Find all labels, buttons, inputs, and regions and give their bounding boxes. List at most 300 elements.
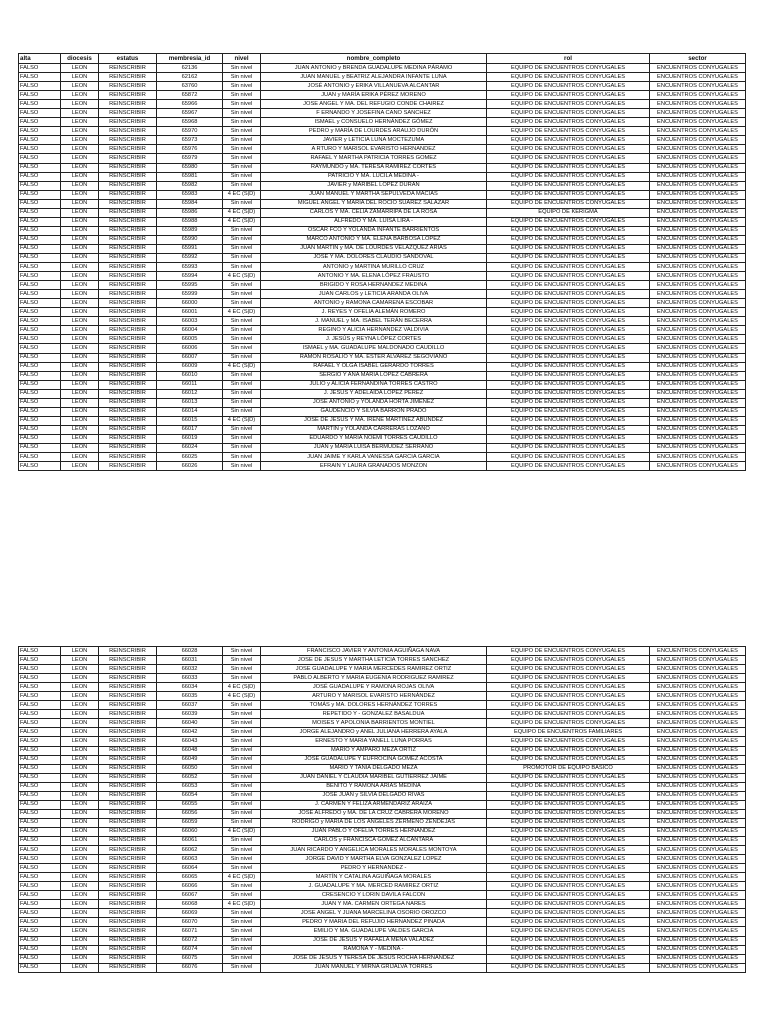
cell-sector[interactable]: ENCUENTROS CONYUGALES (650, 927, 746, 936)
cell-alta[interactable]: FALSO (19, 800, 61, 809)
cell-rol[interactable]: EQUIPO DE ENCUENTROS CONYUGALES (487, 263, 650, 272)
cell-estatus[interactable]: REINSCRIBIR (99, 674, 157, 683)
cell-alta[interactable]: FALSO (19, 362, 61, 371)
cell-alta[interactable]: FALSO (19, 900, 61, 909)
cell-estatus[interactable]: REINSCRIBIR (99, 371, 157, 380)
cell-nivel[interactable]: Sin nivel (223, 281, 261, 290)
cell-alta[interactable]: FALSO (19, 263, 61, 272)
cell-alta[interactable]: FALSO (19, 728, 61, 737)
cell-sector[interactable]: ENCUENTROS CONYUGALES (650, 73, 746, 82)
cell-membresia-id[interactable]: 66040 (157, 719, 223, 728)
cell-diocesis[interactable]: LEON (61, 647, 99, 656)
cell-alta[interactable]: FALSO (19, 127, 61, 136)
cell-diocesis[interactable]: LEON (61, 326, 99, 335)
cell-alta[interactable]: FALSO (19, 791, 61, 800)
cell-diocesis[interactable]: LEON (61, 728, 99, 737)
cell-alta[interactable]: FALSO (19, 389, 61, 398)
cell-membresia-id[interactable]: 65995 (157, 281, 223, 290)
cell-estatus[interactable]: REINSCRIBIR (99, 827, 157, 836)
cell-rol[interactable]: EQUIPO DE ENCUENTROS CONYUGALES (487, 253, 650, 262)
cell-estatus[interactable]: REINSCRIBIR (99, 927, 157, 936)
cell-rol[interactable]: EQUIPO DE ENCUENTROS CONYUGALES (487, 692, 650, 701)
cell-nombre-completo[interactable]: JOSE ANGEL Y JUANA MARCELINA OSORIO OROZCO (261, 909, 487, 918)
cell-nivel[interactable]: Sin nivel (223, 855, 261, 864)
cell-nombre-completo[interactable]: MARCO ANTONIO Y MA. ELENA BARBOSA LOPEZ (261, 235, 487, 244)
cell-rol[interactable]: EQUIPO DE ENCUENTROS CONYUGALES (487, 226, 650, 235)
cell-membresia-id[interactable]: 65990 (157, 235, 223, 244)
cell-membresia-id[interactable]: 66048 (157, 746, 223, 755)
cell-diocesis[interactable]: LEON (61, 782, 99, 791)
cell-sector[interactable]: ENCUENTROS CONYUGALES (650, 882, 746, 891)
cell-alta[interactable]: FALSO (19, 326, 61, 335)
cell-sector[interactable]: ENCUENTROS CONYUGALES (650, 317, 746, 326)
cell-nivel[interactable]: Sin nivel (223, 253, 261, 262)
cell-alta[interactable]: FALSO (19, 954, 61, 963)
cell-rol[interactable]: EQUIPO DE ENCUENTROS CONYUGALES (487, 701, 650, 710)
cell-sector[interactable]: ENCUENTROS CONYUGALES (650, 864, 746, 873)
cell-sector[interactable]: ENCUENTROS CONYUGALES (650, 344, 746, 353)
cell-nivel[interactable]: Sin nivel (223, 136, 261, 145)
cell-rol[interactable]: EQUIPO DE ENCUENTROS CONYUGALES (487, 371, 650, 380)
cell-sector[interactable]: ENCUENTROS CONYUGALES (650, 335, 746, 344)
cell-membresia-id[interactable]: 66034 (157, 683, 223, 692)
cell-diocesis[interactable]: LEON (61, 308, 99, 317)
cell-alta[interactable]: FALSO (19, 809, 61, 818)
cell-rol[interactable]: EQUIPO DE ENCUENTROS CONYUGALES (487, 927, 650, 936)
cell-rol[interactable]: EQUIPO DE ENCUENTROS CONYUGALES (487, 326, 650, 335)
cell-sector[interactable]: ENCUENTROS CONYUGALES (650, 936, 746, 945)
cell-nivel[interactable]: 4 EC (S|D) (223, 208, 261, 217)
cell-nivel[interactable]: Sin nivel (223, 647, 261, 656)
cell-sector[interactable]: ENCUENTROS CONYUGALES (650, 900, 746, 909)
cell-estatus[interactable]: REINSCRIBIR (99, 864, 157, 873)
cell-membresia-id[interactable]: 66054 (157, 791, 223, 800)
cell-sector[interactable]: ENCUENTROS CONYUGALES (650, 836, 746, 845)
cell-diocesis[interactable]: LEON (61, 900, 99, 909)
cell-nombre-completo[interactable]: JOSÉ ANTONIO y ERIKA VILLANUEVA ALCANTAR (261, 82, 487, 91)
cell-nombre-completo[interactable]: JUAN DANIEL Y CLAUDIA MARIBEL GUTIERREZ JAIME (261, 773, 487, 782)
cell-estatus[interactable]: REINSCRIBIR (99, 208, 157, 217)
cell-alta[interactable]: FALSO (19, 199, 61, 208)
cell-estatus[interactable]: REINSCRIBIR (99, 728, 157, 737)
cell-alta[interactable]: FALSO (19, 836, 61, 845)
cell-nombre-completo[interactable]: JAVIER y LETICIA LUNA MOCTEZUMA (261, 136, 487, 145)
cell-estatus[interactable]: REINSCRIBIR (99, 434, 157, 443)
cell-rol[interactable]: EQUIPO DE ENCUENTROS CONYUGALES (487, 836, 650, 845)
cell-diocesis[interactable]: LEON (61, 244, 99, 253)
cell-nombre-completo[interactable]: ANTONIO y MARTINA MURILLO CRUZ (261, 263, 487, 272)
cell-diocesis[interactable]: LEON (61, 453, 99, 462)
cell-nombre-completo[interactable]: JOSE GUADALUPE Y MARIA MERCEDES RAMIREZ ORTIZ (261, 665, 487, 674)
cell-diocesis[interactable]: LEON (61, 963, 99, 972)
cell-estatus[interactable]: REINSCRIBIR (99, 846, 157, 855)
cell-nombre-completo[interactable]: JUAN MANUEL y BEATRIZ ALEJANDRA INFANTE LUNA (261, 73, 487, 82)
cell-nivel[interactable]: Sin nivel (223, 407, 261, 416)
cell-diocesis[interactable]: LEON (61, 64, 99, 73)
cell-membresia-id[interactable]: 66028 (157, 647, 223, 656)
cell-estatus[interactable]: REINSCRIBIR (99, 281, 157, 290)
cell-rol[interactable]: EQUIPO DE ENCUENTROS CONYUGALES (487, 380, 650, 389)
cell-diocesis[interactable]: LEON (61, 918, 99, 927)
cell-diocesis[interactable]: LEON (61, 253, 99, 262)
cell-sector[interactable]: ENCUENTROS CONYUGALES (650, 308, 746, 317)
cell-nivel[interactable]: Sin nivel (223, 864, 261, 873)
cell-membresia-id[interactable]: 66000 (157, 299, 223, 308)
cell-sector[interactable]: ENCUENTROS CONYUGALES (650, 855, 746, 864)
cell-nombre-completo[interactable]: JOSE DE JESUS Y RAFAELA MENA VALADEZ (261, 936, 487, 945)
cell-sector[interactable]: ENCUENTROS CONYUGALES (650, 154, 746, 163)
cell-nombre-completo[interactable]: PEDRO Y MARIA DEL REFUJIO HERNANDEZ PINADA (261, 918, 487, 927)
cell-nivel[interactable]: Sin nivel (223, 782, 261, 791)
column-header-membresia-id[interactable]: membresia_id (157, 54, 223, 64)
cell-diocesis[interactable]: LEON (61, 683, 99, 692)
cell-alta[interactable]: FALSO (19, 674, 61, 683)
cell-nivel[interactable]: Sin nivel (223, 235, 261, 244)
cell-rol[interactable]: EQUIPO DE ENCUENTROS CONYUGALES (487, 145, 650, 154)
cell-nombre-completo[interactable]: EDUARDO Y MARIA NOEMI TORRES CAUDILLO (261, 434, 487, 443)
cell-membresia-id[interactable]: 65994 (157, 272, 223, 281)
cell-diocesis[interactable]: LEON (61, 335, 99, 344)
cell-diocesis[interactable]: LEON (61, 954, 99, 963)
cell-rol[interactable]: EQUIPO DE ENCUENTROS CONYUGALES (487, 73, 650, 82)
cell-nombre-completo[interactable]: J. MANUEL y MA. ISABEL TERÁN BECERRA (261, 317, 487, 326)
cell-estatus[interactable]: REINSCRIBIR (99, 317, 157, 326)
cell-nivel[interactable]: 4 EC (S|D) (223, 683, 261, 692)
cell-estatus[interactable]: REINSCRIBIR (99, 145, 157, 154)
cell-sector[interactable]: ENCUENTROS CONYUGALES (650, 208, 746, 217)
cell-nivel[interactable]: 4 EC (S|D) (223, 308, 261, 317)
cell-nombre-completo[interactable]: RAFAEL Y MARTHA PATRICIA TORRES GOMEZ (261, 154, 487, 163)
cell-nombre-completo[interactable]: JULIO y ALICIA FERNANDINA TORRES CASTRO (261, 380, 487, 389)
cell-nombre-completo[interactable]: JORGE ALEJANDRO y ANEL JULIANA HERRERA AYALA (261, 728, 487, 737)
cell-sector[interactable]: ENCUENTROS CONYUGALES (650, 773, 746, 782)
cell-sector[interactable]: ENCUENTROS CONYUGALES (650, 846, 746, 855)
cell-nombre-completo[interactable]: RAMON ROSALIO Y MA. ESTER ALVAREZ SEGOVIANO (261, 353, 487, 362)
cell-rol[interactable]: EQUIPO DE ENCUENTROS CONYUGALES (487, 217, 650, 226)
cell-alta[interactable]: FALSO (19, 773, 61, 782)
cell-nivel[interactable]: 4 EC (S|D) (223, 900, 261, 909)
cell-membresia-id[interactable]: 66032 (157, 665, 223, 674)
cell-nivel[interactable]: Sin nivel (223, 154, 261, 163)
cell-alta[interactable]: FALSO (19, 190, 61, 199)
cell-membresia-id[interactable]: 65983 (157, 190, 223, 199)
cell-alta[interactable]: FALSO (19, 945, 61, 954)
cell-rol[interactable]: EQUIPO DE ENCUENTROS CONYUGALES (487, 710, 650, 719)
cell-diocesis[interactable]: LEON (61, 353, 99, 362)
cell-nombre-completo[interactable]: RAYMUNDO y MA. TERESA RAMÍREZ CORTES (261, 163, 487, 172)
cell-sector[interactable]: ENCUENTROS CONYUGALES (650, 818, 746, 827)
cell-nombre-completo[interactable]: MARTÍN y YOLANDA CARRERAS LOZANO (261, 425, 487, 434)
cell-sector[interactable]: ENCUENTROS CONYUGALES (650, 746, 746, 755)
cell-rol[interactable]: EQUIPO DE ENCUENTROS CONYUGALES (487, 855, 650, 864)
cell-sector[interactable]: ENCUENTROS CONYUGALES (650, 737, 746, 746)
cell-estatus[interactable]: REINSCRIBIR (99, 909, 157, 918)
cell-membresia-id[interactable]: 66013 (157, 398, 223, 407)
cell-nivel[interactable]: Sin nivel (223, 882, 261, 891)
cell-diocesis[interactable]: LEON (61, 163, 99, 172)
cell-nivel[interactable]: Sin nivel (223, 755, 261, 764)
cell-estatus[interactable]: REINSCRIBIR (99, 746, 157, 755)
cell-alta[interactable]: FALSO (19, 154, 61, 163)
cell-diocesis[interactable]: LEON (61, 882, 99, 891)
cell-nombre-completo[interactable]: GAUDENCIO Y SILVIA BARRON PRADO (261, 407, 487, 416)
cell-nivel[interactable]: Sin nivel (223, 927, 261, 936)
cell-estatus[interactable]: REINSCRIBIR (99, 109, 157, 118)
cell-membresia-id[interactable]: 65993 (157, 263, 223, 272)
cell-rol[interactable]: EQUIPO DE ENCUENTROS CONYUGALES (487, 918, 650, 927)
column-header-alta[interactable]: alta (19, 54, 61, 64)
cell-alta[interactable]: FALSO (19, 226, 61, 235)
cell-sector[interactable]: ENCUENTROS CONYUGALES (650, 918, 746, 927)
cell-diocesis[interactable]: LEON (61, 864, 99, 873)
cell-nombre-completo[interactable]: J. GUADALUPE Y MA. MERCED RAMIREZ ORTIZ (261, 882, 487, 891)
cell-membresia-id[interactable]: 66075 (157, 954, 223, 963)
cell-nombre-completo[interactable]: JOSE ANGEL Y MA. DEL REFUGIO CONDE CHAIREZ (261, 100, 487, 109)
cell-estatus[interactable]: REINSCRIBIR (99, 701, 157, 710)
cell-nombre-completo[interactable]: CARLOS Y MA. CELIA ZAMARRIPA DE LA ROSA (261, 208, 487, 217)
cell-estatus[interactable]: REINSCRIBIR (99, 136, 157, 145)
cell-estatus[interactable]: REINSCRIBIR (99, 272, 157, 281)
cell-sector[interactable]: ENCUENTROS CONYUGALES (650, 244, 746, 253)
cell-membresia-id[interactable]: 65980 (157, 163, 223, 172)
cell-rol[interactable]: EQUIPO DE ENCUENTROS CONYUGALES (487, 244, 650, 253)
cell-alta[interactable]: FALSO (19, 253, 61, 262)
cell-estatus[interactable]: REINSCRIBIR (99, 335, 157, 344)
cell-alta[interactable]: FALSO (19, 719, 61, 728)
cell-nombre-completo[interactable]: JAVIER y MARIBEL LÓPEZ DURÁN (261, 181, 487, 190)
cell-nivel[interactable]: Sin nivel (223, 299, 261, 308)
cell-membresia-id[interactable]: 66043 (157, 737, 223, 746)
cell-rol[interactable]: EQUIPO DE ENCUENTROS CONYUGALES (487, 344, 650, 353)
cell-rol[interactable]: EQUIPO DE ENCUENTROS CONYUGALES (487, 746, 650, 755)
cell-estatus[interactable]: REINSCRIBIR (99, 127, 157, 136)
column-header-sector[interactable]: sector (650, 54, 746, 64)
cell-membresia-id[interactable]: 66076 (157, 963, 223, 972)
cell-nivel[interactable]: Sin nivel (223, 918, 261, 927)
cell-estatus[interactable]: REINSCRIBIR (99, 118, 157, 127)
cell-diocesis[interactable]: LEON (61, 389, 99, 398)
cell-diocesis[interactable]: LEON (61, 109, 99, 118)
cell-nivel[interactable]: Sin nivel (223, 100, 261, 109)
cell-nombre-completo[interactable]: FRANCISCO JAVIER Y ANTONIA AGUIÑAGA NAVA (261, 647, 487, 656)
cell-diocesis[interactable]: LEON (61, 719, 99, 728)
cell-membresia-id[interactable]: 66065 (157, 873, 223, 882)
cell-diocesis[interactable]: LEON (61, 226, 99, 235)
cell-estatus[interactable]: REINSCRIBIR (99, 647, 157, 656)
cell-nombre-completo[interactable]: MARTÍN Y CATALINA AGUIÑAGA MORALES (261, 873, 487, 882)
cell-membresia-id[interactable]: 66003 (157, 317, 223, 326)
cell-sector[interactable]: ENCUENTROS CONYUGALES (650, 674, 746, 683)
cell-rol[interactable]: EQUIPO DE ENCUENTROS CONYUGALES (487, 737, 650, 746)
cell-nivel[interactable]: 4 EC (S|D) (223, 416, 261, 425)
cell-rol[interactable]: EQUIPO DE ENCUENTROS CONYUGALES (487, 846, 650, 855)
cell-rol[interactable]: EQUIPO DE ENCUENTROS CONYUGALES (487, 299, 650, 308)
cell-nivel[interactable]: Sin nivel (223, 226, 261, 235)
cell-nombre-completo[interactable]: JUAN ANTONIO y BRENDA GUADALUPE MEDINA PÁRAMO (261, 64, 487, 73)
cell-estatus[interactable]: REINSCRIBIR (99, 737, 157, 746)
cell-nombre-completo[interactable]: JOSÉ GUADALUPE Y RAMONA ROJAS OLIVA (261, 683, 487, 692)
cell-nombre-completo[interactable]: CARLOS y FRANCISCA GÓMEZ ALCANTARA (261, 836, 487, 845)
cell-membresia-id[interactable]: 66071 (157, 927, 223, 936)
cell-nivel[interactable]: Sin nivel (223, 701, 261, 710)
cell-sector[interactable]: ENCUENTROS CONYUGALES (650, 647, 746, 656)
cell-rol[interactable]: EQUIPO DE ENCUENTROS CONYUGALES (487, 91, 650, 100)
cell-diocesis[interactable]: LEON (61, 281, 99, 290)
cell-nombre-completo[interactable]: PABLO ALBERTO Y MARIA EUGENIA RODRIGUEZ RAMIREZ (261, 674, 487, 683)
cell-nombre-completo[interactable]: JOSE Y MA. DOLORES CLAUDIO SANDOVAL (261, 253, 487, 262)
cell-alta[interactable]: FALSO (19, 163, 61, 172)
cell-diocesis[interactable]: LEON (61, 362, 99, 371)
cell-rol[interactable]: EQUIPO DE ENCUENTROS CONYUGALES (487, 443, 650, 452)
cell-diocesis[interactable]: LEON (61, 127, 99, 136)
cell-diocesis[interactable]: LEON (61, 737, 99, 746)
cell-diocesis[interactable]: LEON (61, 873, 99, 882)
cell-estatus[interactable]: REINSCRIBIR (99, 244, 157, 253)
cell-rol[interactable]: EQUIPO DE ENCUENTROS CONYUGALES (487, 674, 650, 683)
cell-diocesis[interactable]: LEON (61, 710, 99, 719)
cell-diocesis[interactable]: LEON (61, 656, 99, 665)
cell-nombre-completo[interactable]: JUAN y MARÍA ERIKA PÉREZ MORENO (261, 91, 487, 100)
cell-sector[interactable]: ENCUENTROS CONYUGALES (650, 145, 746, 154)
cell-diocesis[interactable]: LEON (61, 909, 99, 918)
cell-diocesis[interactable]: LEON (61, 235, 99, 244)
cell-rol[interactable]: EQUIPO DE ENCUENTROS CONYUGALES (487, 782, 650, 791)
cell-nombre-completo[interactable]: PATRICIO Y MA. LUCILA MEDINA - (261, 172, 487, 181)
cell-nivel[interactable]: 4 EC (S|D) (223, 190, 261, 199)
cell-nivel[interactable]: Sin nivel (223, 936, 261, 945)
cell-estatus[interactable]: REINSCRIBIR (99, 773, 157, 782)
cell-estatus[interactable]: REINSCRIBIR (99, 235, 157, 244)
cell-rol[interactable]: EQUIPO DE ENCUENTROS CONYUGALES (487, 82, 650, 91)
cell-rol[interactable]: EQUIPO DE ENCUENTROS CONYUGALES (487, 127, 650, 136)
cell-sector[interactable]: ENCUENTROS CONYUGALES (650, 665, 746, 674)
cell-nivel[interactable]: Sin nivel (223, 199, 261, 208)
cell-nivel[interactable]: Sin nivel (223, 434, 261, 443)
cell-nombre-completo[interactable]: ERNESTO Y MARIA YANELL LUNA PORRAS (261, 737, 487, 746)
cell-nivel[interactable]: Sin nivel (223, 389, 261, 398)
cell-nombre-completo[interactable]: JUAN PABLO Y OFELIA TORRES HERNÁNDEZ (261, 827, 487, 836)
cell-nivel[interactable]: Sin nivel (223, 353, 261, 362)
cell-nombre-completo[interactable]: ALFREDO Y MA. LUISA LIRA - (261, 217, 487, 226)
cell-membresia-id[interactable]: 66009 (157, 362, 223, 371)
cell-rol[interactable]: EQUIPO DE ENCUENTROS CONYUGALES (487, 235, 650, 244)
cell-alta[interactable]: FALSO (19, 235, 61, 244)
cell-nivel[interactable]: Sin nivel (223, 244, 261, 253)
cell-estatus[interactable]: REINSCRIBIR (99, 100, 157, 109)
cell-nivel[interactable]: Sin nivel (223, 773, 261, 782)
cell-membresia-id[interactable]: 66010 (157, 371, 223, 380)
cell-alta[interactable]: FALSO (19, 172, 61, 181)
cell-alta[interactable]: FALSO (19, 737, 61, 746)
cell-nivel[interactable]: Sin nivel (223, 800, 261, 809)
cell-rol[interactable]: EQUIPO DE ENCUENTROS CONYUGALES (487, 163, 650, 172)
cell-rol[interactable]: EQUIPO DE ENCUENTROS CONYUGALES (487, 362, 650, 371)
cell-sector[interactable]: ENCUENTROS CONYUGALES (650, 782, 746, 791)
cell-diocesis[interactable]: LEON (61, 317, 99, 326)
column-header-diocesis[interactable]: diocesis (61, 54, 99, 64)
cell-nivel[interactable]: Sin nivel (223, 127, 261, 136)
cell-estatus[interactable]: REINSCRIBIR (99, 918, 157, 927)
cell-diocesis[interactable]: LEON (61, 82, 99, 91)
cell-membresia-id[interactable]: 66052 (157, 773, 223, 782)
cell-rol[interactable]: EQUIPO DE ENCUENTROS CONYUGALES (487, 416, 650, 425)
cell-diocesis[interactable]: LEON (61, 746, 99, 755)
cell-sector[interactable]: ENCUENTROS CONYUGALES (650, 755, 746, 764)
cell-nombre-completo[interactable]: JOSÉ ANTONIO y YOLANDA HORTA JIMÉNEZ (261, 398, 487, 407)
cell-membresia-id[interactable]: 66033 (157, 674, 223, 683)
cell-rol[interactable]: EQUIPO DE ENCUENTROS CONYUGALES (487, 963, 650, 972)
cell-sector[interactable]: ENCUENTROS CONYUGALES (650, 253, 746, 262)
cell-estatus[interactable]: REINSCRIBIR (99, 353, 157, 362)
column-header-rol[interactable]: rol (487, 54, 650, 64)
cell-membresia-id[interactable]: 66006 (157, 344, 223, 353)
cell-nivel[interactable]: Sin nivel (223, 163, 261, 172)
cell-rol[interactable]: EQUIPO DE ENCUENTROS CONYUGALES (487, 389, 650, 398)
cell-nivel[interactable]: 4 EC (S|D) (223, 827, 261, 836)
cell-nivel[interactable]: Sin nivel (223, 963, 261, 972)
cell-rol[interactable]: EQUIPO DE ENCUENTROS CONYUGALES (487, 719, 650, 728)
cell-sector[interactable]: ENCUENTROS CONYUGALES (650, 683, 746, 692)
cell-rol[interactable]: EQUIPO DE ENCUENTROS CONYUGALES (487, 199, 650, 208)
cell-rol[interactable]: EQUIPO DE ENCUENTROS CONYUGALES (487, 755, 650, 764)
cell-alta[interactable]: FALSO (19, 434, 61, 443)
cell-membresia-id[interactable]: 66070 (157, 918, 223, 927)
cell-estatus[interactable]: REINSCRIBIR (99, 290, 157, 299)
cell-rol[interactable]: EQUIPO DE ENCUENTROS CONYUGALES (487, 882, 650, 891)
cell-sector[interactable]: ENCUENTROS CONYUGALES (650, 434, 746, 443)
cell-estatus[interactable]: REINSCRIBIR (99, 764, 157, 773)
cell-sector[interactable]: ENCUENTROS CONYUGALES (650, 791, 746, 800)
cell-alta[interactable]: FALSO (19, 963, 61, 972)
cell-alta[interactable]: FALSO (19, 746, 61, 755)
cell-estatus[interactable]: REINSCRIBIR (99, 407, 157, 416)
cell-alta[interactable]: FALSO (19, 82, 61, 91)
cell-nombre-completo[interactable]: JUAN MARTIN y MA. DE LOURDES VELÁZQUEZ ARIAS (261, 244, 487, 253)
cell-membresia-id[interactable]: 66039 (157, 710, 223, 719)
cell-alta[interactable]: FALSO (19, 407, 61, 416)
cell-rol[interactable]: EQUIPO DE ENCUENTROS CONYUGALES (487, 462, 650, 471)
cell-diocesis[interactable]: LEON (61, 118, 99, 127)
cell-nivel[interactable]: Sin nivel (223, 891, 261, 900)
cell-sector[interactable]: ENCUENTROS CONYUGALES (650, 827, 746, 836)
cell-rol[interactable]: EQUIPO DE ENCUENTROS CONYUGALES (487, 809, 650, 818)
cell-estatus[interactable]: REINSCRIBIR (99, 900, 157, 909)
cell-diocesis[interactable]: LEON (61, 217, 99, 226)
cell-membresia-id[interactable]: 66025 (157, 453, 223, 462)
cell-rol[interactable]: EQUIPO DE ENCUENTROS CONYUGALES (487, 109, 650, 118)
cell-nombre-completo[interactable]: ANTONIO y RAMONA CAMARENA ESCOBAR (261, 299, 487, 308)
cell-sector[interactable]: ENCUENTROS CONYUGALES (650, 407, 746, 416)
cell-estatus[interactable]: REINSCRIBIR (99, 299, 157, 308)
cell-rol[interactable]: EQUIPO DE ENCUENTROS CONYUGALES (487, 100, 650, 109)
cell-nombre-completo[interactable]: JUAN Y MA. CARMEN ORTEGA NARES (261, 900, 487, 909)
cell-sector[interactable]: ENCUENTROS CONYUGALES (650, 701, 746, 710)
cell-nivel[interactable]: Sin nivel (223, 764, 261, 773)
cell-nombre-completo[interactable]: PEDRO y MARÍA DE LOURDES ARAUJO DURÓN (261, 127, 487, 136)
cell-membresia-id[interactable]: 66042 (157, 728, 223, 737)
cell-nombre-completo[interactable]: JOSE DE JESUS Y TERESA DE JESUS ROCHA HERNANDEZ (261, 954, 487, 963)
cell-membresia-id[interactable]: 66026 (157, 462, 223, 471)
cell-estatus[interactable]: REINSCRIBIR (99, 945, 157, 954)
cell-diocesis[interactable]: LEON (61, 290, 99, 299)
cell-diocesis[interactable]: LEON (61, 407, 99, 416)
cell-diocesis[interactable]: LEON (61, 936, 99, 945)
cell-alta[interactable]: FALSO (19, 299, 61, 308)
cell-rol[interactable]: EQUIPO DE ENCUENTROS CONYUGALES (487, 407, 650, 416)
cell-alta[interactable]: FALSO (19, 344, 61, 353)
cell-rol[interactable]: EQUIPO DE ENCUENTROS CONYUGALES (487, 290, 650, 299)
cell-membresia-id[interactable]: 66059 (157, 818, 223, 827)
